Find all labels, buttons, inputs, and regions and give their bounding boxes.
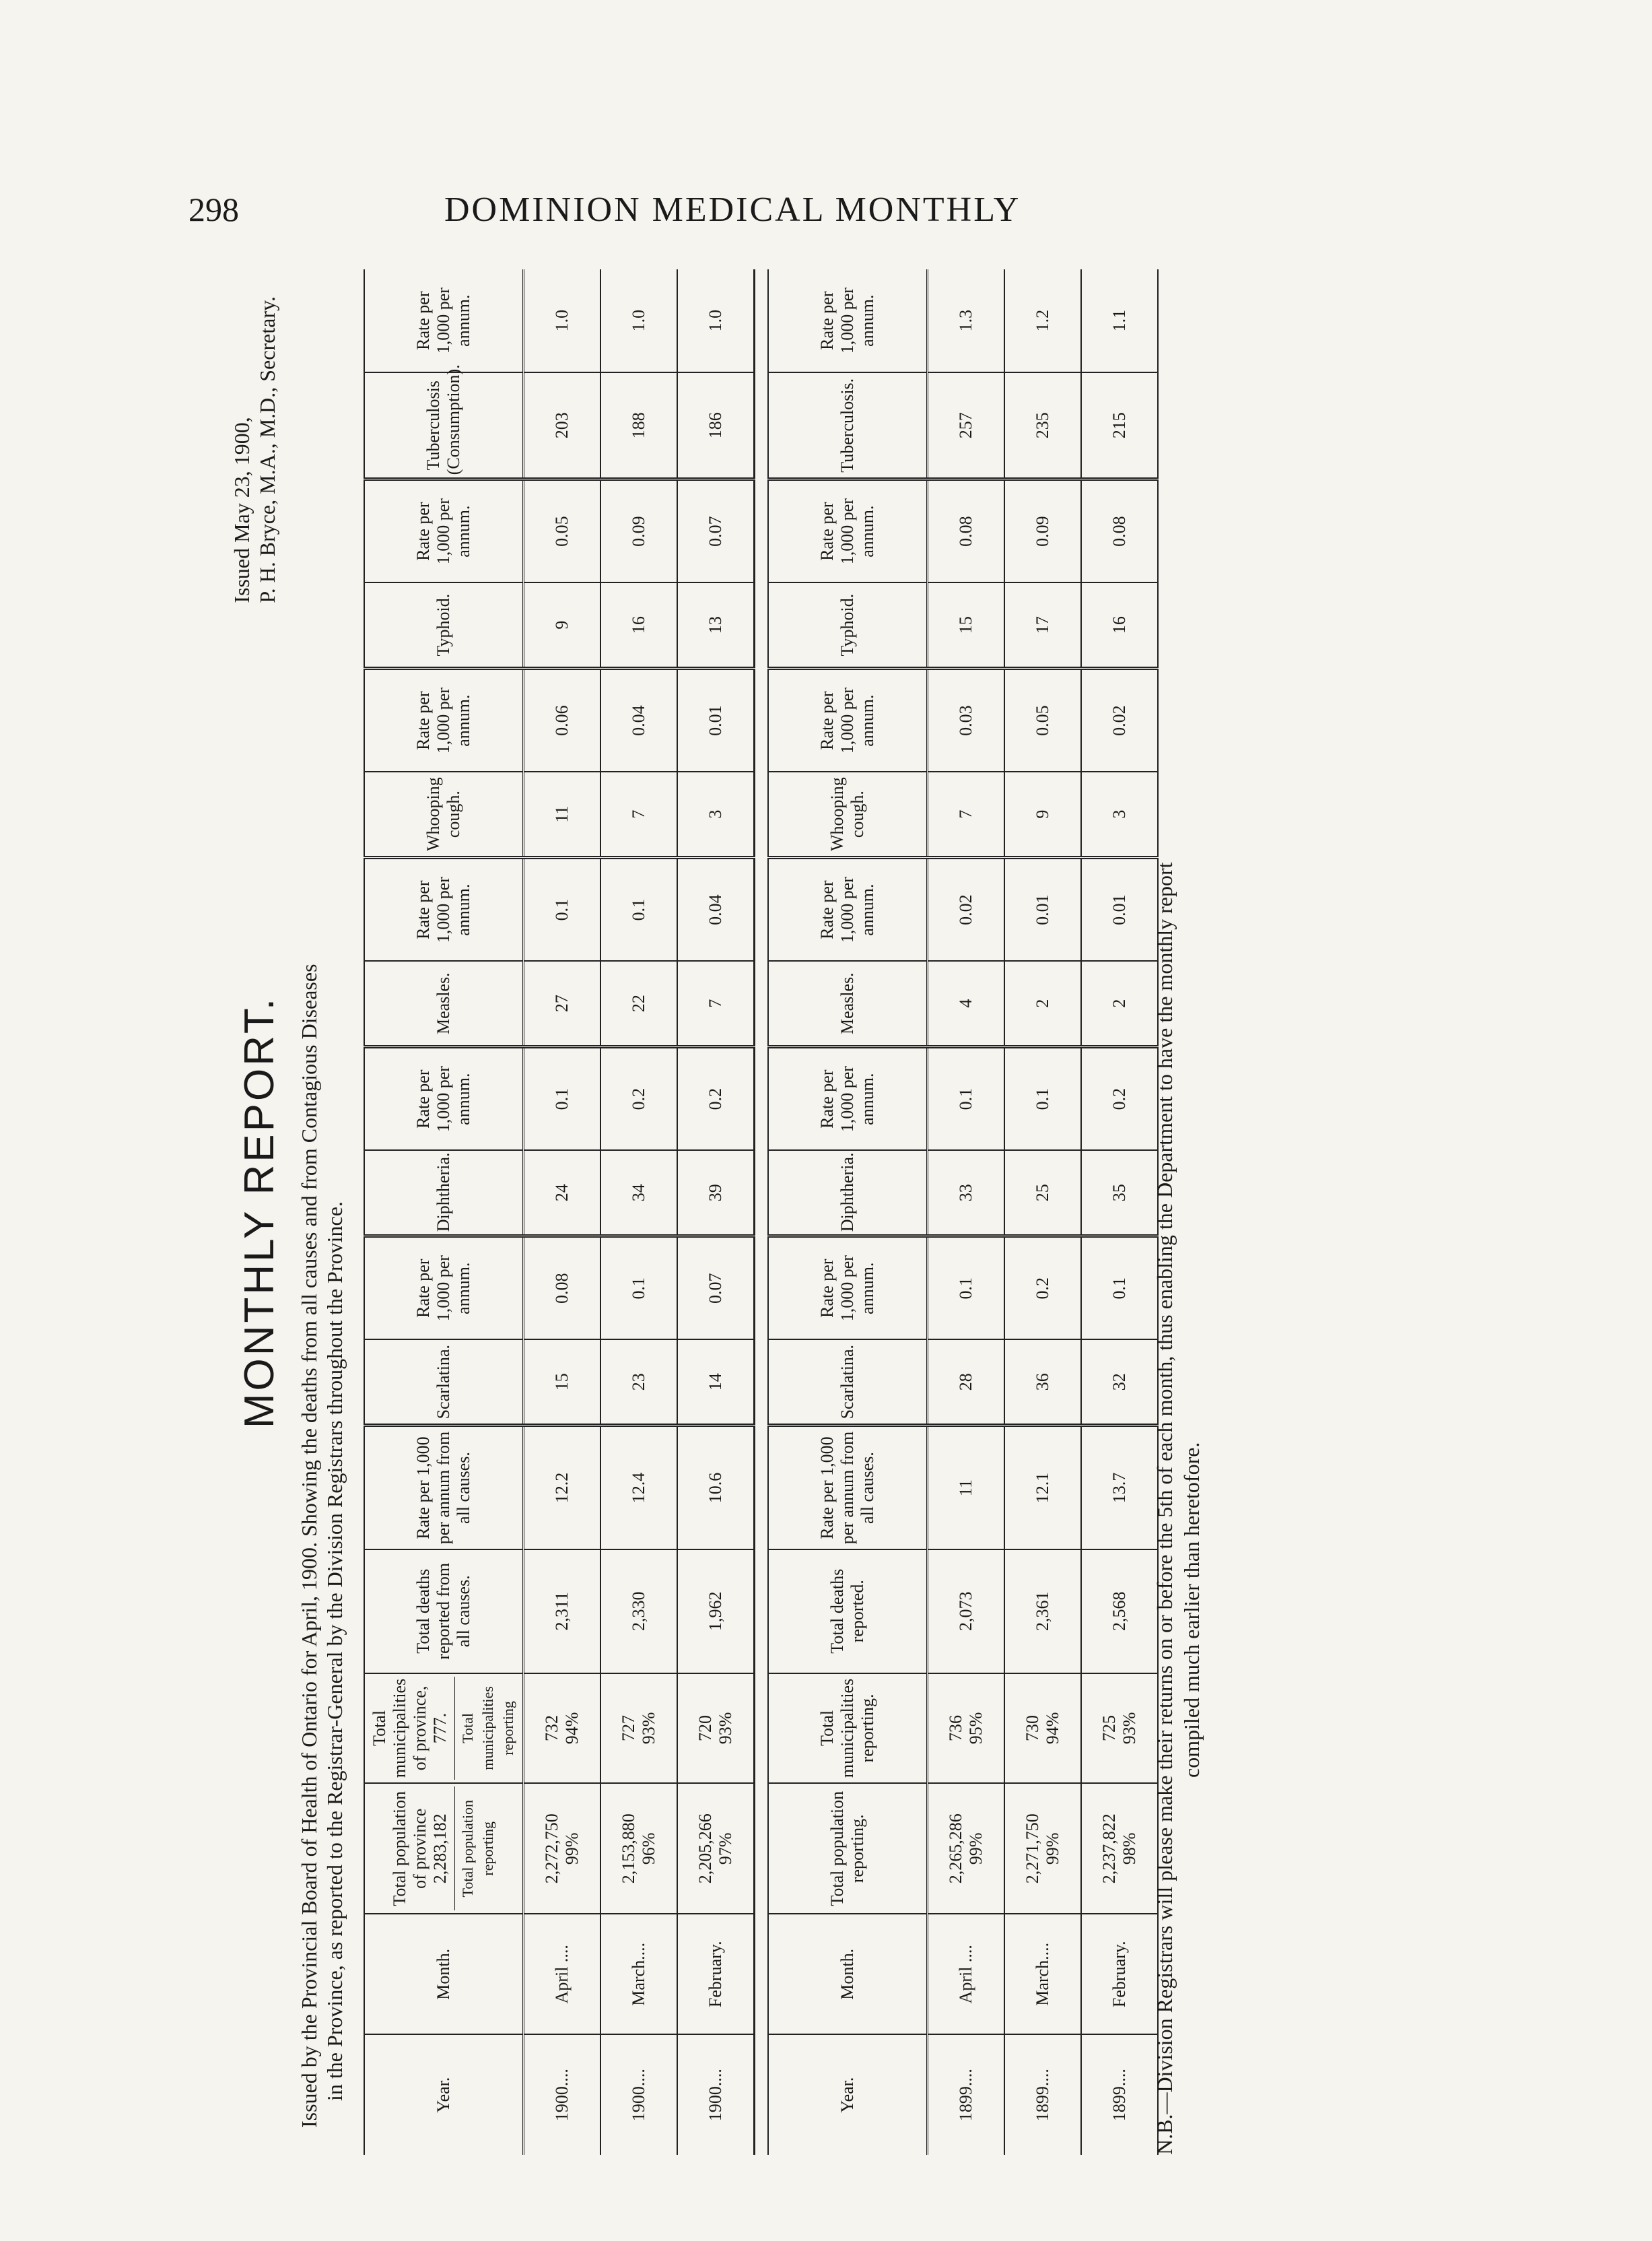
cell-rate-measles: 0.04 [677, 858, 755, 961]
cell-year: 1899.... [928, 2034, 1005, 2155]
cell-municipalities: 730 94% [1004, 1673, 1081, 1784]
header-rate-all-causes: Rate per 1,000 per annum from all causes. [364, 1426, 524, 1549]
header-measles: Measles. [768, 961, 928, 1047]
cell-rate-all: 12.1 [1004, 1426, 1081, 1549]
footnote-line-1: N.B.—Division Registrars will please make their returns on or before the 5th of each month, thus enabling the Department to have the monthly report [1152, 862, 1177, 2155]
cell-rate-diphtheria: 0.2 [1081, 1047, 1158, 1150]
cell-whooping-cough: 3 [677, 772, 755, 858]
cell-year: 1899.... [1081, 2034, 1158, 2155]
cell-whooping-cough: 11 [524, 772, 601, 858]
footnote [1151, 269, 1205, 2155]
cell-month: April .... [928, 1914, 1005, 2034]
cell-scarlatina: 28 [928, 1339, 1005, 1426]
table-1900 [364, 269, 755, 2155]
table-row [1004, 269, 1081, 2155]
cell-rate-diphtheria: 0.1 [524, 1047, 601, 1150]
cell-rate-whooping-cough: 0.04 [600, 669, 677, 772]
cell-diphtheria: 25 [1004, 1150, 1081, 1236]
cell-rate-tuberculosis: 1.0 [677, 269, 755, 372]
cell-rate-whooping-cough: 0.05 [1004, 669, 1081, 772]
cell-rate-scarlatina: 0.08 [524, 1236, 601, 1339]
report-description [296, 310, 347, 2128]
cell-scarlatina: 14 [677, 1339, 755, 1426]
running-title: DOMINION MEDICAL MONTHLY [444, 191, 1021, 229]
page-header [188, 190, 1441, 244]
cell-rate-typhoid: 0.05 [524, 479, 601, 582]
cell-typhoid: 15 [928, 582, 1005, 669]
cell-rate-typhoid: 0.08 [1081, 479, 1158, 582]
header-month: Month. [364, 1914, 524, 2034]
cell-municipalities: 736 95% [928, 1673, 1005, 1784]
header-rate-typhoid: Rate per 1,000 per annum. [364, 479, 524, 582]
cell-scarlatina: 15 [524, 1339, 601, 1426]
cell-diphtheria: 34 [600, 1150, 677, 1236]
cell-rate-measles: 0.1 [600, 858, 677, 961]
cell-measles: 22 [600, 961, 677, 1047]
cell-year: 1900.... [524, 2034, 601, 2155]
cell-rate-all: 10.6 [677, 1426, 755, 1549]
table-row [600, 269, 677, 2155]
cell-typhoid: 13 [677, 582, 755, 669]
cell-rate-typhoid: 0.07 [677, 479, 755, 582]
header-population: Total population reporting. [768, 1783, 928, 1914]
cell-rate-diphtheria: 0.2 [600, 1047, 677, 1150]
header-rate-scarlatina: Rate per 1,000 per annum. [364, 1236, 524, 1339]
cell-tuberculosis: 203 [524, 372, 601, 479]
page-number: 298 [188, 191, 239, 228]
cell-rate-diphtheria: 0.1 [928, 1047, 1005, 1150]
header-rate-typhoid: Rate per 1,000 per annum. [768, 479, 928, 582]
cell-typhoid: 16 [600, 582, 677, 669]
cell-municipalities: 732 94% [524, 1673, 601, 1784]
header-whooping-cough: Whooping cough. [364, 772, 524, 858]
cell-tuberculosis: 235 [1004, 372, 1081, 479]
header-municipalities: Total municipalities reporting. [768, 1673, 928, 1784]
header-typhoid: Typhoid. [364, 582, 524, 669]
cell-rate-whooping-cough: 0.06 [524, 669, 601, 772]
header-rate-whooping-cough: Rate per 1,000 per annum. [364, 669, 524, 772]
cell-year: 1899.... [1004, 2034, 1081, 2155]
cell-scarlatina: 23 [600, 1339, 677, 1426]
cell-tuberculosis: 186 [677, 372, 755, 479]
header-month: Month. [768, 1914, 928, 2034]
issued-note [229, 296, 280, 603]
cell-rate-all: 12.4 [600, 1426, 677, 1549]
header-scarlatina: Scarlatina. [364, 1339, 524, 1426]
cell-rate-diphtheria: 0.2 [677, 1047, 755, 1150]
header-rate-diphtheria: Rate per 1,000 per annum. [364, 1047, 524, 1150]
cell-rate-scarlatina: 0.1 [1081, 1236, 1158, 1339]
table-header-row [364, 269, 524, 2155]
cell-population: 2,272,750 99% [524, 1783, 601, 1914]
cell-diphtheria: 33 [928, 1150, 1005, 1236]
cell-month: February. [1081, 1914, 1158, 2034]
header-year: Year. [364, 2034, 524, 2155]
cell-total-deaths: 2,311 [524, 1549, 601, 1673]
cell-rate-tuberculosis: 1.0 [524, 269, 601, 372]
cell-municipalities: 727 93% [600, 1673, 677, 1784]
cell-municipalities: 720 93% [677, 1673, 755, 1784]
cell-measles: 4 [928, 961, 1005, 1047]
cell-total-deaths: 2,568 [1081, 1549, 1158, 1673]
cell-rate-measles: 0.01 [1081, 858, 1158, 961]
cell-typhoid: 16 [1081, 582, 1158, 669]
cell-measles: 2 [1004, 961, 1081, 1047]
cell-rate-tuberculosis: 1.3 [928, 269, 1005, 372]
cell-rate-typhoid: 0.08 [928, 479, 1005, 582]
cell-year: 1900.... [600, 2034, 677, 2155]
header-scarlatina: Scarlatina. [768, 1339, 928, 1426]
cell-measles: 2 [1081, 961, 1158, 1047]
cell-total-deaths: 2,361 [1004, 1549, 1081, 1673]
header-diphtheria: Diphtheria. [364, 1150, 524, 1236]
cell-rate-all: 13.7 [1081, 1426, 1158, 1549]
cell-rate-whooping-cough: 0.01 [677, 669, 755, 772]
table-row [1081, 269, 1158, 2155]
cell-diphtheria: 35 [1081, 1150, 1158, 1236]
cell-rate-tuberculosis: 1.1 [1081, 269, 1158, 372]
header-year: Year. [768, 2034, 928, 2155]
description-line-2: in the Province, as reported to the Registrar-General by the Division Registrars throughout the Province. [322, 1201, 347, 2101]
cell-month: March.... [600, 1914, 677, 2034]
cell-rate-all: 11 [928, 1426, 1005, 1549]
issued-secretary: P. H. Bryce, M.A., M.D., Secretary. [255, 296, 279, 603]
cell-whooping-cough: 9 [1004, 772, 1081, 858]
cell-municipalities: 725 93% [1081, 1673, 1158, 1784]
cell-month: February. [677, 1914, 755, 2034]
cell-tuberculosis: 257 [928, 372, 1005, 479]
footnote-line-2: compiled much earlier than heretofore. [1179, 1442, 1204, 1778]
cell-tuberculosis: 215 [1081, 372, 1158, 479]
cell-month: March.... [1004, 1914, 1081, 2034]
cell-typhoid: 9 [524, 582, 601, 669]
header-rate-diphtheria: Rate per 1,000 per annum. [768, 1047, 928, 1150]
cell-whooping-cough: 7 [600, 772, 677, 858]
header-population-sub: Total population reporting [454, 1786, 498, 1910]
header-rate-measles: Rate per 1,000 per annum. [768, 858, 928, 961]
cell-rate-typhoid: 0.09 [600, 479, 677, 582]
description-line-1: Issued by the Provincial Board of Health of Ontario for April, 1900. Showing the deaths from all causes and from Contagious Diseases [297, 964, 321, 2128]
header-total-deaths: Total deaths reported. [768, 1549, 928, 1673]
cell-diphtheria: 24 [524, 1150, 601, 1236]
header-diphtheria: Diphtheria. [768, 1150, 928, 1236]
cell-scarlatina: 36 [1004, 1339, 1081, 1426]
cell-typhoid: 17 [1004, 582, 1081, 669]
header-municipalities: Total municipalities of province, 777. Total municipalities reporting [364, 1673, 524, 1784]
cell-population: 2,205,266 97% [677, 1783, 755, 1914]
cell-population: 2,153,880 96% [600, 1783, 677, 1914]
header-whooping-cough: Whooping cough. [768, 772, 928, 858]
cell-rate-scarlatina: 0.1 [600, 1236, 677, 1339]
cell-scarlatina: 32 [1081, 1339, 1158, 1426]
cell-rate-tuberculosis: 1.0 [600, 269, 677, 372]
table-row [524, 269, 601, 2155]
cell-rate-typhoid: 0.09 [1004, 479, 1081, 582]
header-measles: Measles. [364, 961, 524, 1047]
cell-population: 2,271,750 99% [1004, 1783, 1081, 1914]
table-1899 [767, 269, 1159, 2155]
cell-rate-all: 12.2 [524, 1426, 601, 1549]
header-rate-all-causes: Rate per 1,000 per annum from all causes. [768, 1426, 928, 1549]
cell-rate-scarlatina: 0.07 [677, 1236, 755, 1339]
header-rate-scarlatina: Rate per 1,000 per annum. [768, 1236, 928, 1339]
cell-tuberculosis: 188 [600, 372, 677, 479]
cell-measles: 7 [677, 961, 755, 1047]
header-typhoid: Typhoid. [768, 582, 928, 669]
header-rate-tuberculosis: Rate per 1,000 per annum. [768, 269, 928, 372]
cell-rate-whooping-cough: 0.03 [928, 669, 1005, 772]
header-total-deaths: Total deaths reported from all causes. [364, 1549, 524, 1673]
header-tuberculosis: Tuberculosis. [768, 372, 928, 479]
rotated-report [229, 269, 1266, 2155]
report-title: MONTHLY REPORT. [236, 995, 283, 1429]
cell-whooping-cough: 3 [1081, 772, 1158, 858]
cell-population: 2,265,286 99% [928, 1783, 1005, 1914]
header-municipalities-sub: Total municipalities reporting [454, 1677, 518, 1780]
cell-population: 2,237,822 98% [1081, 1783, 1158, 1914]
cell-rate-measles: 0.02 [928, 858, 1005, 961]
header-tuberculosis: Tuberculosis (Consumption). [364, 372, 524, 479]
cell-rate-scarlatina: 0.2 [1004, 1236, 1081, 1339]
table-row [928, 269, 1005, 2155]
header-rate-whooping-cough: Rate per 1,000 per annum. [768, 669, 928, 772]
header-rate-measles: Rate per 1,000 per annum. [364, 858, 524, 961]
cell-year: 1900.... [677, 2034, 755, 2155]
table-row [677, 269, 755, 2155]
table-header-row [768, 269, 928, 2155]
cell-measles: 27 [524, 961, 601, 1047]
cell-diphtheria: 39 [677, 1150, 755, 1236]
header-rate-tuberculosis: Rate per 1,000 per annum. [364, 269, 524, 372]
cell-rate-tuberculosis: 1.2 [1004, 269, 1081, 372]
cell-total-deaths: 2,330 [600, 1549, 677, 1673]
cell-total-deaths: 1,962 [677, 1549, 755, 1673]
cell-total-deaths: 2,073 [928, 1549, 1005, 1673]
cell-whooping-cough: 7 [928, 772, 1005, 858]
cell-rate-measles: 0.1 [524, 858, 601, 961]
cell-rate-whooping-cough: 0.02 [1081, 669, 1158, 772]
cell-rate-scarlatina: 0.1 [928, 1236, 1005, 1339]
cell-rate-diphtheria: 0.1 [1004, 1047, 1081, 1150]
cell-month: April .... [524, 1914, 601, 2034]
header-population: Total population of province 2,283,182 Total population reporting [364, 1783, 524, 1914]
issued-date: Issued May 23, 1900, [230, 417, 254, 603]
cell-rate-measles: 0.01 [1004, 858, 1081, 961]
